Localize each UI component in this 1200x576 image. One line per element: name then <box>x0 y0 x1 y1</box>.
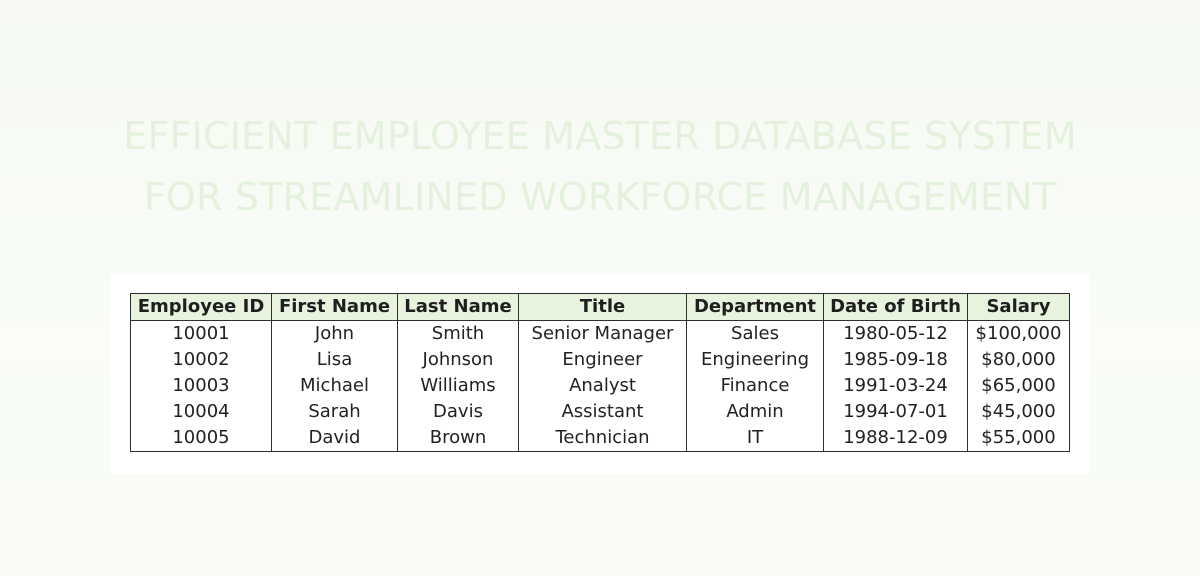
header-title[interactable]: Title <box>519 294 687 321</box>
cell-first-name[interactable]: Lisa <box>272 347 398 373</box>
cell-last-name[interactable]: Johnson <box>398 347 519 373</box>
cell-title[interactable]: Technician <box>519 425 687 452</box>
cell-salary[interactable]: $55,000 <box>968 425 1070 452</box>
cell-last-name[interactable]: Williams <box>398 373 519 399</box>
cell-first-name[interactable]: Michael <box>272 373 398 399</box>
header-date-of-birth[interactable]: Date of Birth <box>824 294 968 321</box>
header-department[interactable]: Department <box>687 294 824 321</box>
header-last-name[interactable]: Last Name <box>398 294 519 321</box>
cell-first-name[interactable]: John <box>272 321 398 348</box>
table-row <box>131 347 1070 373</box>
cell-date-of-birth[interactable]: 1994-07-01 <box>824 399 968 425</box>
cell-department[interactable]: Admin <box>687 399 824 425</box>
table-sheet <box>110 274 1090 474</box>
cell-title[interactable]: Analyst <box>519 373 687 399</box>
cell-date-of-birth[interactable]: 1991-03-24 <box>824 373 968 399</box>
cell-employee-id[interactable]: 10001 <box>131 321 272 348</box>
cell-first-name[interactable]: David <box>272 425 398 452</box>
cell-title[interactable]: Engineer <box>519 347 687 373</box>
cell-department[interactable]: Engineering <box>687 347 824 373</box>
cell-salary[interactable]: $65,000 <box>968 373 1070 399</box>
cell-employee-id[interactable]: 10003 <box>131 373 272 399</box>
header-salary[interactable]: Salary <box>968 294 1070 321</box>
table-row <box>131 373 1070 399</box>
cell-title[interactable]: Senior Manager <box>519 321 687 348</box>
header-employee-id[interactable]: Employee ID <box>131 294 272 321</box>
header-first-name[interactable]: First Name <box>272 294 398 321</box>
cell-last-name[interactable]: Brown <box>398 425 519 452</box>
table-row <box>131 321 1070 348</box>
document-title <box>0 106 1200 228</box>
cell-title[interactable]: Assistant <box>519 399 687 425</box>
table-header-row <box>131 294 1070 321</box>
cell-date-of-birth[interactable]: 1988-12-09 <box>824 425 968 452</box>
table-row <box>131 399 1070 425</box>
table-row <box>131 425 1070 452</box>
employee-table <box>130 293 1070 452</box>
cell-department[interactable]: Finance <box>687 373 824 399</box>
cell-first-name[interactable]: Sarah <box>272 399 398 425</box>
title-line-1: EFFICIENT EMPLOYEE MASTER DATABASE SYSTEM <box>123 114 1077 158</box>
cell-department[interactable]: Sales <box>687 321 824 348</box>
title-line-2: FOR STREAMLINED WORKFORCE MANAGEMENT <box>143 175 1057 219</box>
cell-employee-id[interactable]: 10002 <box>131 347 272 373</box>
cell-date-of-birth[interactable]: 1980-05-12 <box>824 321 968 348</box>
cell-salary[interactable]: $100,000 <box>968 321 1070 348</box>
cell-employee-id[interactable]: 10004 <box>131 399 272 425</box>
cell-salary[interactable]: $80,000 <box>968 347 1070 373</box>
cell-date-of-birth[interactable]: 1985-09-18 <box>824 347 968 373</box>
cell-employee-id[interactable]: 10005 <box>131 425 272 452</box>
cell-salary[interactable]: $45,000 <box>968 399 1070 425</box>
cell-last-name[interactable]: Davis <box>398 399 519 425</box>
cell-department[interactable]: IT <box>687 425 824 452</box>
cell-last-name[interactable]: Smith <box>398 321 519 348</box>
